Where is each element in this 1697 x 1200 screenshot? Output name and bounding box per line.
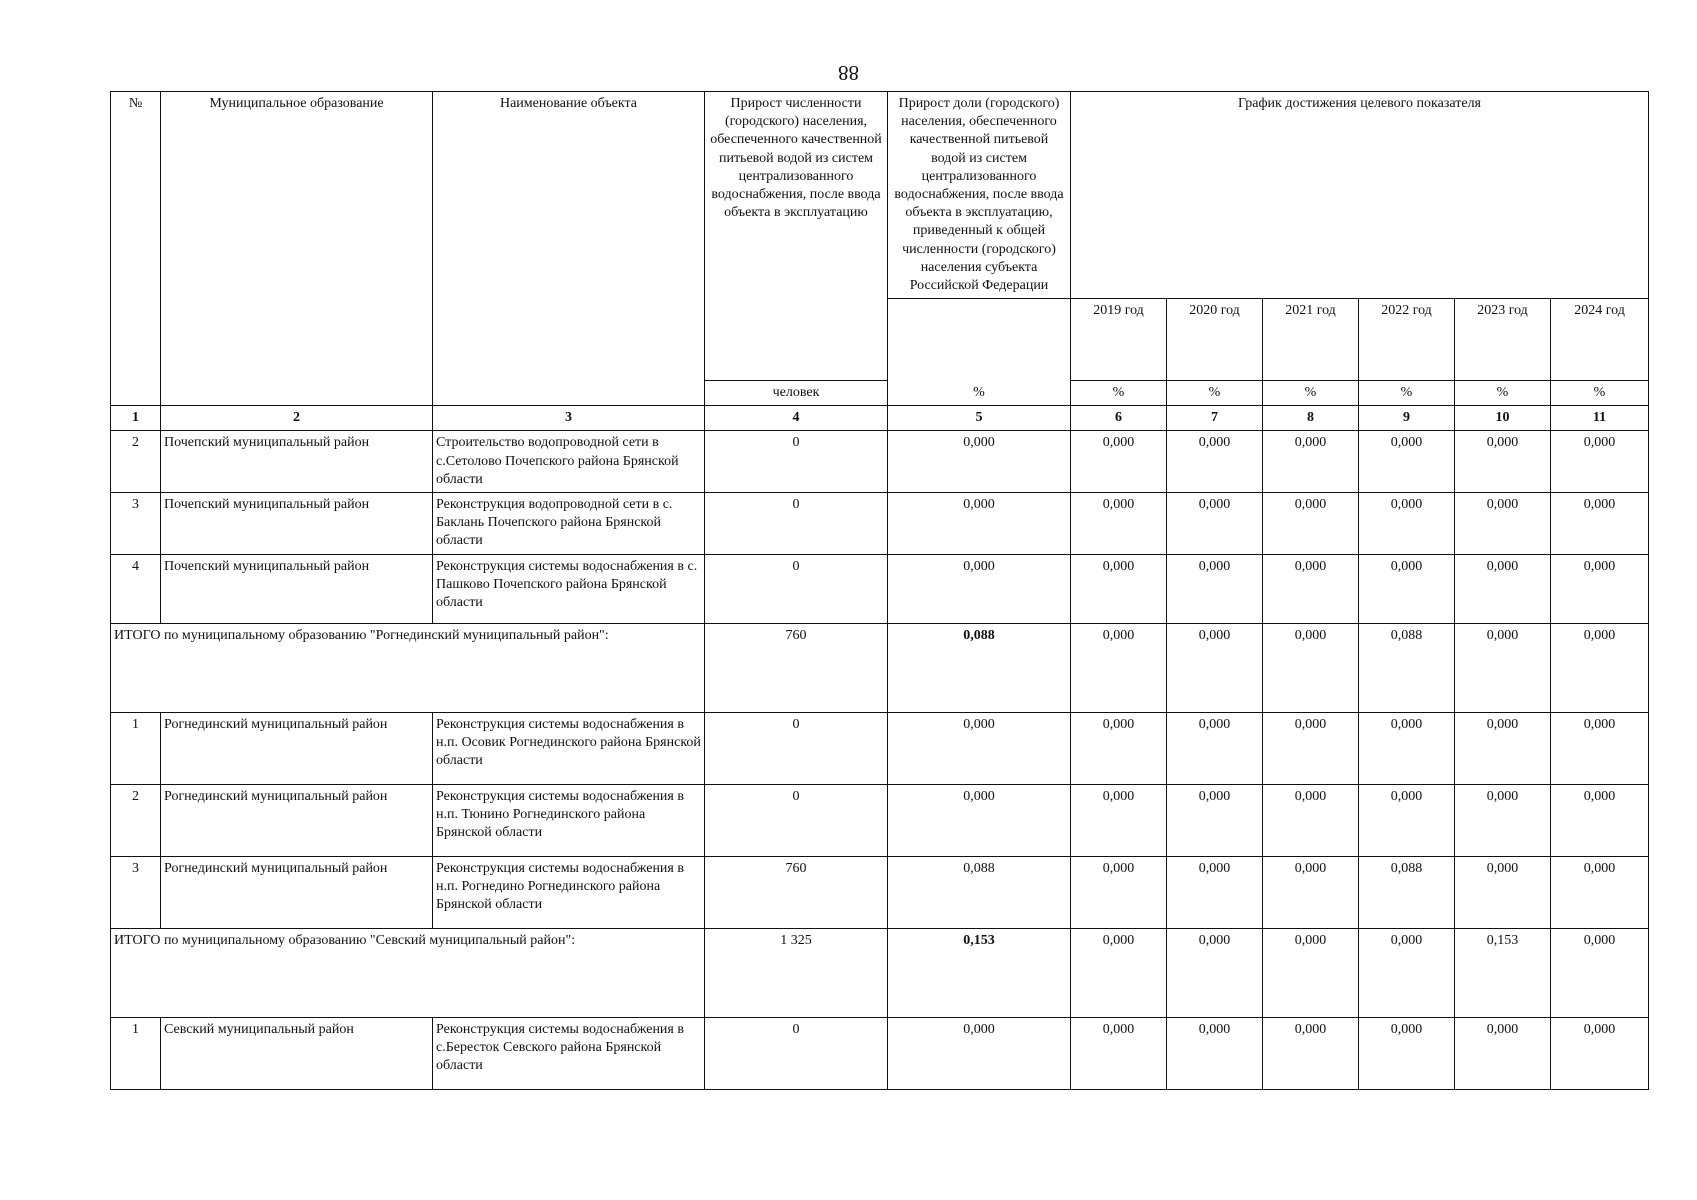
row-object: Реконструкция системы водоснабжения в н.п. Осовик Рогнединского района Брянской области bbox=[433, 712, 705, 784]
column-number: 7 bbox=[1167, 406, 1263, 431]
row-year-value: 0,000 bbox=[1167, 554, 1263, 623]
column-number: 4 bbox=[705, 406, 888, 431]
row-year-value: 0,000 bbox=[1071, 554, 1167, 623]
row-year-value: 0,088 bbox=[1359, 856, 1455, 928]
total-year-value: 0,000 bbox=[1455, 623, 1551, 712]
row-year-value: 0,000 bbox=[1263, 1017, 1359, 1089]
row-object: Реконструкция системы водоснабжения в с. Пашково Почепского района Брянской области bbox=[433, 554, 705, 623]
row-year-value: 0,000 bbox=[1359, 784, 1455, 856]
row-year-value: 0,000 bbox=[1551, 1017, 1649, 1089]
table-row bbox=[111, 492, 1649, 554]
row-year-value: 0,000 bbox=[1071, 431, 1167, 493]
row-people: 0 bbox=[705, 784, 888, 856]
row-people: 0 bbox=[705, 431, 888, 493]
row-share: 0,000 bbox=[888, 431, 1071, 493]
row-year-value: 0,000 bbox=[1263, 554, 1359, 623]
table-row bbox=[111, 554, 1649, 623]
total-label: ИТОГО по муниципальному образованию "Рогнединский муниципальный район": bbox=[111, 623, 705, 712]
row-year-value: 0,000 bbox=[1167, 431, 1263, 493]
row-year-value: 0,000 bbox=[1455, 856, 1551, 928]
header-year-2023: 2023 год bbox=[1455, 299, 1551, 381]
total-label: ИТОГО по муниципальному образованию "Севский муниципальный район": bbox=[111, 928, 705, 1017]
row-number: 2 bbox=[111, 431, 161, 493]
row-year-value: 0,000 bbox=[1263, 784, 1359, 856]
header-year-2020: 2020 год bbox=[1167, 299, 1263, 381]
row-municipality: Рогнединский муниципальный район bbox=[161, 784, 433, 856]
header-year-2022: 2022 год bbox=[1359, 299, 1455, 381]
row-year-value: 0,000 bbox=[1359, 431, 1455, 493]
header-year-2021: 2021 год bbox=[1263, 299, 1359, 381]
row-municipality: Рогнединский муниципальный район bbox=[161, 856, 433, 928]
row-number: 1 bbox=[111, 712, 161, 784]
row-year-value: 0,000 bbox=[1167, 856, 1263, 928]
row-municipality: Почепский муниципальный район bbox=[161, 554, 433, 623]
row-share: 0,000 bbox=[888, 712, 1071, 784]
row-year-value: 0,000 bbox=[1551, 431, 1649, 493]
row-people: 0 bbox=[705, 492, 888, 554]
column-number: 10 bbox=[1455, 406, 1551, 431]
page-number: 88 bbox=[838, 61, 859, 85]
header-unit-2023: % bbox=[1455, 381, 1551, 406]
header-unit-2021: % bbox=[1263, 381, 1359, 406]
row-year-value: 0,000 bbox=[1263, 712, 1359, 784]
column-number: 2 bbox=[161, 406, 433, 431]
row-municipality: Рогнединский муниципальный район bbox=[161, 712, 433, 784]
total-row bbox=[111, 928, 1649, 1017]
row-year-value: 0,000 bbox=[1359, 712, 1455, 784]
row-object: Реконструкция системы водоснабжения в с.Бересток Севского района Брянской области bbox=[433, 1017, 705, 1089]
column-number: 5 bbox=[888, 406, 1071, 431]
column-number: 11 bbox=[1551, 406, 1649, 431]
row-municipality: Почепский муниципальный район bbox=[161, 431, 433, 493]
row-object: Реконструкция водопроводной сети в с. Баклань Почепского района Брянской области bbox=[433, 492, 705, 554]
header-schedule: График достижения целевого показателя bbox=[1071, 92, 1649, 299]
total-year-value: 0,000 bbox=[1071, 623, 1167, 712]
header-year-2024: 2024 год bbox=[1551, 299, 1649, 381]
row-year-value: 0,000 bbox=[1263, 856, 1359, 928]
row-year-value: 0,000 bbox=[1167, 492, 1263, 554]
total-year-value: 0,000 bbox=[1551, 928, 1649, 1017]
total-share: 0,153 bbox=[888, 928, 1071, 1017]
row-year-value: 0,000 bbox=[1071, 712, 1167, 784]
row-year-value: 0,000 bbox=[1455, 784, 1551, 856]
row-year-value: 0,000 bbox=[1071, 492, 1167, 554]
total-year-value: 0,088 bbox=[1359, 623, 1455, 712]
header-share-increase: Прирост доли (городского) населения, обеспеченного качественной питьевой водой из систем централизованного водоснабжения, после ввода объекта в эксплуатацию, приведенный к общей численности (городского) населения субъекта Российской Федерации bbox=[888, 92, 1071, 299]
header-unit-2024: % bbox=[1551, 381, 1649, 406]
row-people: 0 bbox=[705, 712, 888, 784]
header-unit-people: человек bbox=[705, 381, 888, 406]
row-year-value: 0,000 bbox=[1455, 492, 1551, 554]
row-year-value: 0,000 bbox=[1359, 554, 1455, 623]
row-year-value: 0,000 bbox=[1455, 554, 1551, 623]
total-year-value: 0,000 bbox=[1551, 623, 1649, 712]
header-no: № bbox=[111, 92, 161, 406]
column-number: 9 bbox=[1359, 406, 1455, 431]
row-year-value: 0,000 bbox=[1455, 431, 1551, 493]
total-year-value: 0,000 bbox=[1167, 623, 1263, 712]
row-number: 4 bbox=[111, 554, 161, 623]
row-object: Реконструкция системы водоснабжения в н.п. Тюнино Рогнединского района Брянской области bbox=[433, 784, 705, 856]
row-year-value: 0,000 bbox=[1071, 784, 1167, 856]
row-number: 1 bbox=[111, 1017, 161, 1089]
column-number: 3 bbox=[433, 406, 705, 431]
row-year-value: 0,000 bbox=[1359, 492, 1455, 554]
row-share: 0,000 bbox=[888, 492, 1071, 554]
table-row bbox=[111, 856, 1649, 928]
row-people: 0 bbox=[705, 1017, 888, 1089]
row-municipality: Севский муниципальный район bbox=[161, 1017, 433, 1089]
header-column-numbers bbox=[111, 406, 1649, 431]
table-row bbox=[111, 1017, 1649, 1089]
row-people: 760 bbox=[705, 856, 888, 928]
total-row bbox=[111, 623, 1649, 712]
row-year-value: 0,000 bbox=[1551, 554, 1649, 623]
total-year-value: 0,000 bbox=[1071, 928, 1167, 1017]
header-year-2019: 2019 год bbox=[1071, 299, 1167, 381]
row-people: 0 bbox=[705, 554, 888, 623]
row-year-value: 0,000 bbox=[1551, 712, 1649, 784]
row-share: 0,088 bbox=[888, 856, 1071, 928]
total-year-value: 0,000 bbox=[1263, 928, 1359, 1017]
total-year-value: 0,153 bbox=[1455, 928, 1551, 1017]
row-year-value: 0,000 bbox=[1167, 1017, 1263, 1089]
row-share: 0,000 bbox=[888, 554, 1071, 623]
table-row bbox=[111, 712, 1649, 784]
table-row bbox=[111, 784, 1649, 856]
row-year-value: 0,000 bbox=[1167, 712, 1263, 784]
row-number: 3 bbox=[111, 856, 161, 928]
header-population-increase: Прирост численности (городского) населения, обеспеченного качественной питьевой водой из систем централизованного водоснабжения, после ввода объекта в эксплуатацию bbox=[705, 92, 888, 381]
row-year-value: 0,000 bbox=[1359, 1017, 1455, 1089]
row-year-value: 0,000 bbox=[1455, 1017, 1551, 1089]
column-number: 6 bbox=[1071, 406, 1167, 431]
header-unit-2020: % bbox=[1167, 381, 1263, 406]
row-year-value: 0,000 bbox=[1071, 1017, 1167, 1089]
row-number: 2 bbox=[111, 784, 161, 856]
total-year-value: 0,000 bbox=[1167, 928, 1263, 1017]
row-year-value: 0,000 bbox=[1263, 492, 1359, 554]
row-year-value: 0,000 bbox=[1455, 712, 1551, 784]
row-share: 0,000 bbox=[888, 784, 1071, 856]
row-year-value: 0,000 bbox=[1071, 856, 1167, 928]
row-year-value: 0,000 bbox=[1551, 492, 1649, 554]
total-year-value: 0,000 bbox=[1263, 623, 1359, 712]
table-row bbox=[111, 431, 1649, 493]
row-year-value: 0,000 bbox=[1167, 784, 1263, 856]
header-row-main bbox=[111, 92, 1649, 299]
total-share: 0,088 bbox=[888, 623, 1071, 712]
column-number: 8 bbox=[1263, 406, 1359, 431]
header-unit-2019: % bbox=[1071, 381, 1167, 406]
header-municipality: Муниципальное образование bbox=[161, 92, 433, 406]
row-object: Строительство водопроводной сети в с.Сетолово Почепского района Брянской области bbox=[433, 431, 705, 493]
total-people: 760 bbox=[705, 623, 888, 712]
header-unit-2022: % bbox=[1359, 381, 1455, 406]
target-indicator-table bbox=[110, 91, 1649, 1090]
row-year-value: 0,000 bbox=[1263, 431, 1359, 493]
row-share: 0,000 bbox=[888, 1017, 1071, 1089]
total-year-value: 0,000 bbox=[1359, 928, 1455, 1017]
column-number: 1 bbox=[111, 406, 161, 431]
row-object: Реконструкция системы водоснабжения в н.п. Рогнедино Рогнединского района Брянской области bbox=[433, 856, 705, 928]
header-unit-share: % bbox=[888, 299, 1071, 406]
header-object: Наименование объекта bbox=[433, 92, 705, 406]
row-year-value: 0,000 bbox=[1551, 784, 1649, 856]
row-municipality: Почепский муниципальный район bbox=[161, 492, 433, 554]
row-year-value: 0,000 bbox=[1551, 856, 1649, 928]
row-number: 3 bbox=[111, 492, 161, 554]
total-people: 1 325 bbox=[705, 928, 888, 1017]
